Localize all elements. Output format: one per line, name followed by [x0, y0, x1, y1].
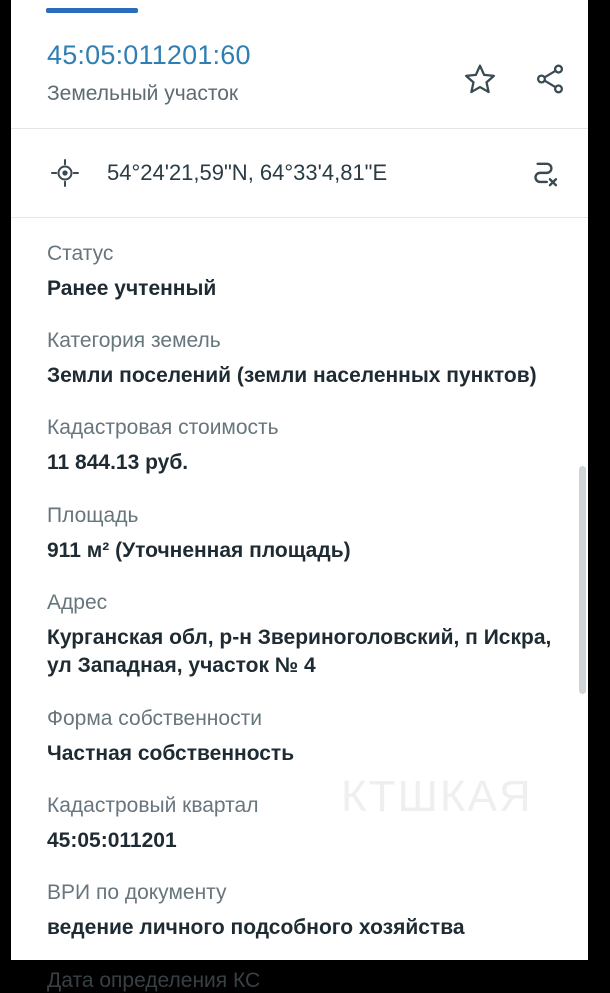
field-label: Адрес [47, 591, 108, 615]
field-label: Площадь [47, 503, 139, 527]
route-cancel-icon[interactable] [526, 155, 562, 191]
coordinates-row[interactable] [11, 129, 588, 218]
field-value: 11 844.13 руб. [47, 451, 189, 475]
details-list [11, 218, 588, 992]
field-label: Категория земель [47, 329, 221, 353]
app-content [11, 0, 588, 992]
star-icon[interactable] [462, 61, 498, 97]
object-header [11, 13, 588, 129]
field-land-category [47, 329, 552, 390]
field-cadastral-quarter [47, 794, 552, 855]
field-value: 45:05:011201 [47, 829, 177, 853]
field-value: 911 м² (Уточненная площадь) [47, 538, 351, 562]
field-status [47, 242, 552, 303]
share-icon[interactable] [532, 61, 568, 97]
watermark: КТШКАЯ [341, 772, 533, 821]
field-value: Частная собственность [47, 741, 295, 765]
field-label: Форма собственности [47, 706, 262, 730]
cadastral-number: 45:05:011201:60 [47, 40, 251, 70]
field-label: Статус [47, 241, 114, 265]
field-label: ВРИ по документу [47, 881, 227, 905]
field-cadastral-value [47, 416, 552, 477]
scrollbar-thumb[interactable] [579, 466, 586, 694]
field-value: Земли поселений (земли населенных пунктов) [47, 364, 537, 388]
field-value: Ранее учтенный [47, 276, 217, 300]
field-label: Дата определения КС [47, 968, 261, 992]
header-actions [462, 61, 568, 97]
field-label: Кадастровый квартал [47, 794, 259, 818]
field-label: Кадастровая стоимость [47, 416, 279, 440]
coordinates-value: 54°24'21,59"N, 64°33'4,81"E [107, 159, 388, 185]
field-value: ведение личного подсобного хозяйства [47, 916, 465, 940]
tab-bar [11, 0, 588, 13]
scrollbar[interactable] [579, 0, 587, 960]
field-permitted-use [47, 881, 552, 942]
object-type-label: Земельный участок [47, 81, 239, 105]
field-value: Курганская обл, р-н Звериноголовский, п Искра, ул Западная, участок № 4 [47, 626, 552, 678]
field-ownership-form [47, 707, 552, 768]
field-area [47, 504, 552, 565]
field-address [47, 591, 552, 681]
field-cadastral-value-date [47, 968, 552, 992]
crosshair-icon [47, 155, 83, 191]
